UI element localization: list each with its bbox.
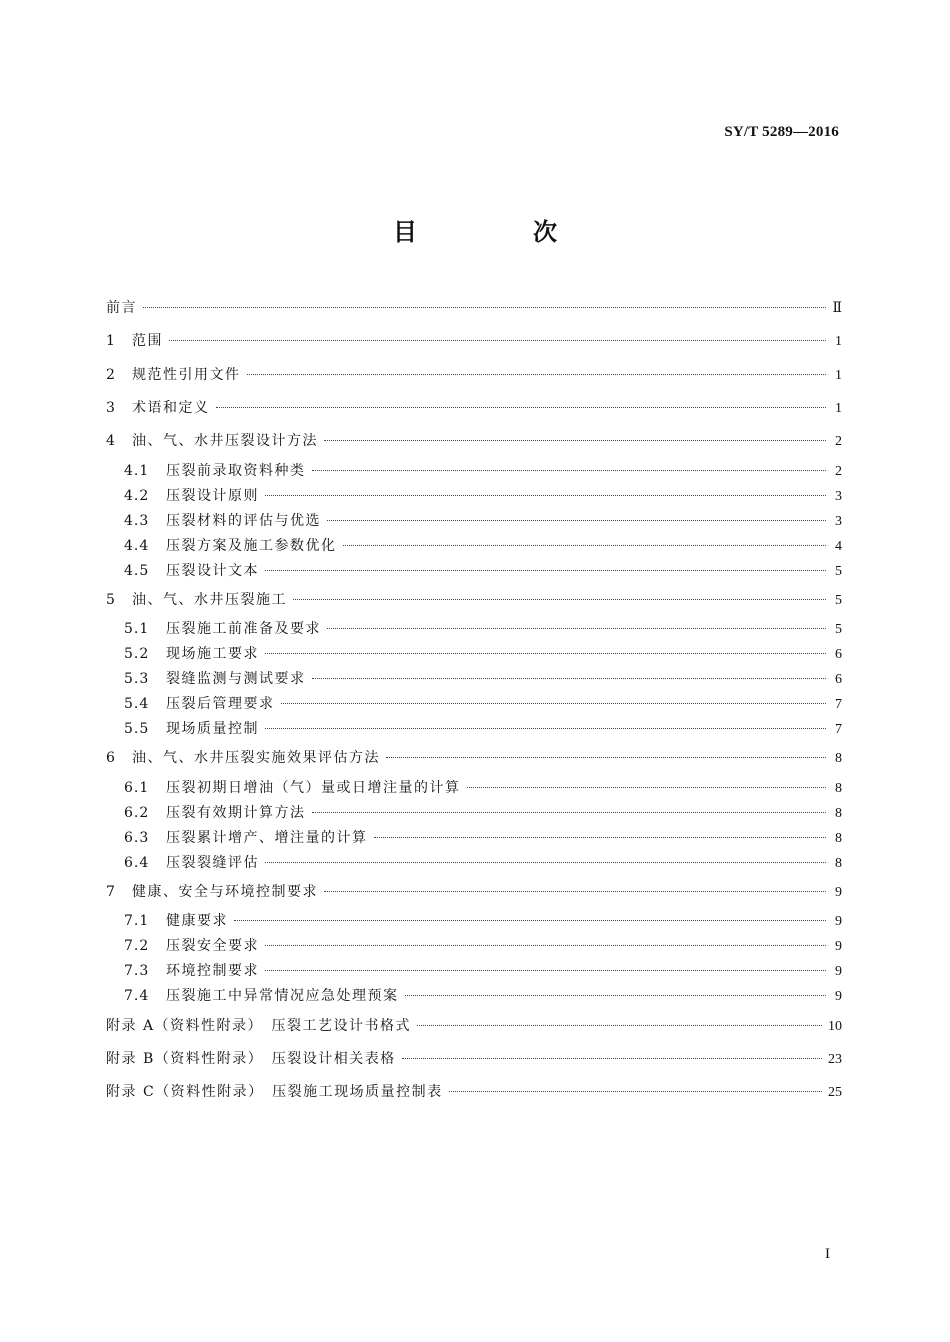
toc-entry-number: 5.1 xyxy=(124,621,150,637)
toc-entry-number: 4.2 xyxy=(124,488,150,504)
dot-leader xyxy=(234,920,826,921)
toc-entry-page: 6 xyxy=(835,672,842,687)
toc-entry-page: 4 xyxy=(835,539,842,554)
dot-leader xyxy=(343,545,827,546)
toc-entry-page: 5 xyxy=(835,593,842,608)
toc-entry-number: 2 xyxy=(106,367,116,383)
dot-leader xyxy=(247,374,827,375)
toc-entry-page: 1 xyxy=(835,401,842,416)
toc-entry-page: 9 xyxy=(835,914,842,929)
toc-entry-label: 健康、安全与环境控制要求 xyxy=(132,884,318,900)
dot-leader xyxy=(327,520,826,521)
toc-entry-number: 6.3 xyxy=(124,830,150,846)
toc-entry-label: 油、气、水井压裂施工 xyxy=(132,592,287,608)
dot-leader xyxy=(417,1025,822,1026)
toc-entry-label: 压裂裂缝评估 xyxy=(166,855,259,871)
toc-entry[interactable] xyxy=(124,719,842,740)
toc-entry-label: 压裂后管理要求 xyxy=(166,696,275,712)
toc-entry[interactable] xyxy=(106,748,842,769)
toc-entry[interactable] xyxy=(106,1016,842,1037)
toc-entry-label: 压裂方案及施工参数优化 xyxy=(166,538,337,554)
toc-entry-number: 4.5 xyxy=(124,563,150,579)
toc-entry-page: 8 xyxy=(835,781,842,796)
toc-entry[interactable] xyxy=(106,882,842,903)
toc-entry-label: 压裂设计原则 xyxy=(166,488,259,504)
standard-code: SY/T 5289—2016 xyxy=(724,124,839,140)
toc-entry-label: 压裂累计增产、增注量的计算 xyxy=(166,830,368,846)
toc-entry[interactable] xyxy=(124,936,842,957)
dot-leader xyxy=(327,628,826,629)
toc-entry-page: 7 xyxy=(835,722,842,737)
toc-entry[interactable] xyxy=(124,511,842,532)
dot-leader xyxy=(265,653,826,654)
toc-entry-label: 现场施工要求 xyxy=(166,646,259,662)
toc-entry-label: 压裂初期日增油（气）量或日增注量的计算 xyxy=(166,780,461,796)
toc-entry-label: 健康要求 xyxy=(166,913,228,929)
toc-entry[interactable] xyxy=(124,669,842,690)
dot-leader xyxy=(281,703,827,704)
toc-entry-label: 附录 C（资料性附录） 压裂施工现场质量控制表 xyxy=(106,1084,443,1100)
toc-entry[interactable] xyxy=(106,431,842,452)
toc-entry[interactable] xyxy=(124,961,842,982)
toc-entry-page: 3 xyxy=(835,489,842,504)
dot-leader xyxy=(324,440,826,441)
toc-entry[interactable] xyxy=(124,461,842,482)
dot-leader xyxy=(312,470,827,471)
toc-entry-page: 9 xyxy=(835,939,842,954)
toc-entry-label: 附录 A（资料性附录） 压裂工艺设计书格式 xyxy=(106,1018,412,1034)
toc-entry[interactable] xyxy=(124,853,842,874)
page-title: 目 次 xyxy=(393,217,603,246)
dot-leader xyxy=(312,678,827,679)
toc-entry-page: 9 xyxy=(835,964,842,979)
toc-entry-label: 压裂施工前准备及要求 xyxy=(166,621,321,637)
toc-entry-page: 8 xyxy=(835,856,842,871)
dot-leader xyxy=(405,995,827,996)
dot-leader xyxy=(293,599,826,600)
toc-entry-page: 25 xyxy=(828,1085,842,1100)
toc-entry-page: 1 xyxy=(835,334,842,349)
toc-entry-label: 环境控制要求 xyxy=(166,963,259,979)
toc-entry-number: 4.4 xyxy=(124,538,150,554)
toc-entry-page: 2 xyxy=(835,434,842,449)
toc-entry-label: 规范性引用文件 xyxy=(132,367,241,383)
toc-entry-label: 现场质量控制 xyxy=(166,721,259,737)
toc-entry-number: 6.1 xyxy=(124,780,150,796)
toc-entry-page: 6 xyxy=(835,647,842,662)
toc-entry-number: 5.2 xyxy=(124,646,150,662)
toc-entry-page: Ⅱ xyxy=(832,301,842,316)
dot-leader xyxy=(265,495,826,496)
toc-entry-number: 7.2 xyxy=(124,938,150,954)
toc-entry[interactable] xyxy=(124,536,842,557)
toc-entry-number: 4.3 xyxy=(124,513,150,529)
dot-leader xyxy=(169,340,826,341)
toc-entry-number: 4.1 xyxy=(124,463,150,479)
toc-entry-label: 术语和定义 xyxy=(132,400,210,416)
toc-entry[interactable] xyxy=(106,331,842,352)
toc-entry-number: 5.3 xyxy=(124,671,150,687)
toc-entry[interactable] xyxy=(124,986,842,1007)
toc-entry-label: 油、气、水井压裂设计方法 xyxy=(132,433,318,449)
dot-leader xyxy=(467,787,827,788)
dot-leader xyxy=(386,757,826,758)
dot-leader xyxy=(265,570,826,571)
toc-entry-label: 前言 xyxy=(106,300,137,316)
dot-leader xyxy=(265,970,826,971)
toc-entry-page: 5 xyxy=(835,564,842,579)
toc-entry[interactable] xyxy=(124,828,842,849)
toc-entry[interactable] xyxy=(106,590,842,611)
toc-entry[interactable] xyxy=(124,911,842,932)
toc-entry[interactable] xyxy=(124,778,842,799)
toc-entry[interactable] xyxy=(124,486,842,507)
toc-entry-page: 7 xyxy=(835,697,842,712)
toc-entry-label: 压裂前录取资料种类 xyxy=(166,463,306,479)
dot-leader xyxy=(265,945,826,946)
dot-leader xyxy=(265,862,826,863)
dot-leader xyxy=(374,837,827,838)
toc-entry[interactable] xyxy=(106,1049,842,1070)
toc-entry-number: 1 xyxy=(106,333,116,349)
toc-entry-number: 7 xyxy=(106,884,116,900)
toc-entry-label: 范围 xyxy=(132,333,163,349)
dot-leader xyxy=(449,1091,822,1092)
toc-entry-label: 压裂设计文本 xyxy=(166,563,259,579)
toc-entry-number: 6 xyxy=(106,750,116,766)
toc-entry-number: 4 xyxy=(106,433,116,449)
dot-leader xyxy=(265,728,826,729)
toc-entry-label: 油、气、水井压裂实施效果评估方法 xyxy=(132,750,380,766)
toc-entry-number: 6.2 xyxy=(124,805,150,821)
toc-entry[interactable] xyxy=(124,694,842,715)
toc-entry-page: 1 xyxy=(835,368,842,383)
toc-entry[interactable] xyxy=(106,1082,842,1103)
toc-entry-label: 压裂安全要求 xyxy=(166,938,259,954)
dot-leader xyxy=(143,307,826,308)
toc-entry-label: 压裂有效期计算方法 xyxy=(166,805,306,821)
toc-entry-label: 附录 B（资料性附录） 压裂设计相关表格 xyxy=(106,1051,396,1067)
toc-entry-page: 3 xyxy=(835,514,842,529)
page-number: I xyxy=(825,1246,830,1262)
toc-entry[interactable] xyxy=(124,561,842,582)
toc-entry-page: 8 xyxy=(835,751,842,766)
toc-entry-number: 7.3 xyxy=(124,963,150,979)
toc-entry[interactable] xyxy=(106,298,842,319)
toc-entry[interactable] xyxy=(106,365,842,386)
toc-entry-page: 8 xyxy=(835,806,842,821)
toc-entry-number: 5 xyxy=(106,592,116,608)
toc-entry-number: 5.5 xyxy=(124,721,150,737)
toc-entry-number: 7.1 xyxy=(124,913,150,929)
toc-entry-page: 2 xyxy=(835,464,842,479)
toc-entry-label: 裂缝监测与测试要求 xyxy=(166,671,306,687)
toc-entry-label: 压裂施工中异常情况应急处理预案 xyxy=(166,988,399,1004)
toc-entry-number: 6.4 xyxy=(124,855,150,871)
toc-entry-number: 5.4 xyxy=(124,696,150,712)
toc-entry-page: 8 xyxy=(835,831,842,846)
dot-leader xyxy=(216,407,827,408)
dot-leader xyxy=(324,891,826,892)
toc-entry[interactable] xyxy=(124,644,842,665)
toc-entry-label: 压裂材料的评估与优选 xyxy=(166,513,321,529)
toc-entry[interactable] xyxy=(106,398,842,419)
toc-entry[interactable] xyxy=(124,803,842,824)
toc-entry[interactable] xyxy=(124,619,842,640)
toc-entry-page: 9 xyxy=(835,989,842,1004)
dot-leader xyxy=(402,1058,822,1059)
toc-entry-number: 3 xyxy=(106,400,116,416)
toc-entry-page: 9 xyxy=(835,885,842,900)
toc-entry-page: 10 xyxy=(828,1019,842,1034)
toc-entry-page: 23 xyxy=(828,1052,842,1067)
dot-leader xyxy=(312,812,827,813)
toc-entry-number: 7.4 xyxy=(124,988,150,1004)
toc-entry-page: 5 xyxy=(835,622,842,637)
